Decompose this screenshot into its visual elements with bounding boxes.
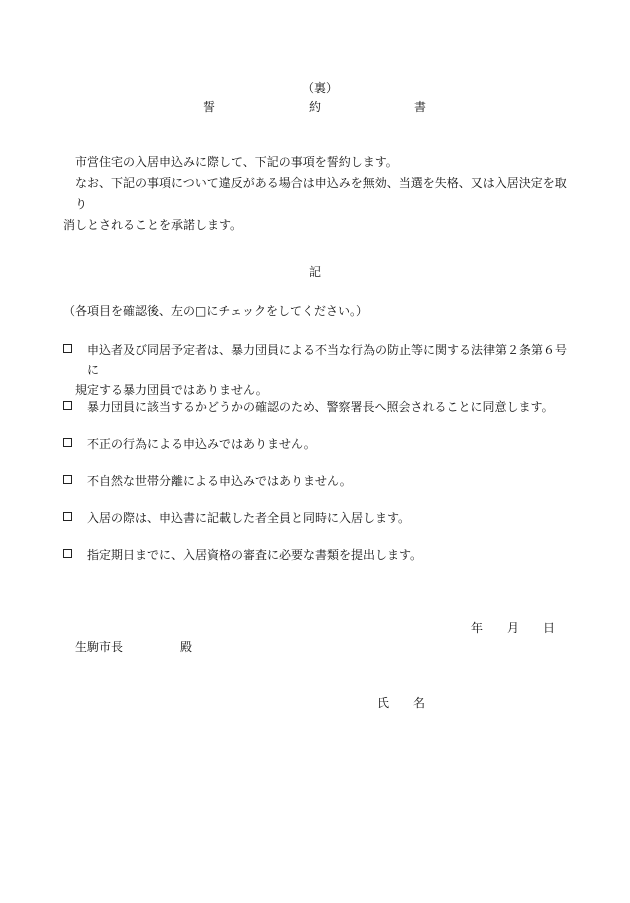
ki-heading: 記 <box>309 265 322 279</box>
checklist-item-2 <box>63 397 578 417</box>
item-1-line-1: 申込者及び同居予定者は、暴力団員による不当な行為の防止等に関する法律第２条第６号に <box>87 343 568 377</box>
checklist-item-4 <box>63 471 578 491</box>
checklist-item-5 <box>63 508 578 528</box>
item-3-text: 不正の行為による申込みではありません。 <box>87 437 316 451</box>
checklist-item-1 <box>63 340 578 400</box>
item-5-text: 入居の際は、申込書に記載した者全員と同時に入居します。 <box>87 511 411 525</box>
intro-line-3: 消しとされることを承諾します。 <box>63 218 243 232</box>
item-2-text: 暴力団員に該当するかどうかの確認のため、警察署長へ照会されることに同意します。 <box>87 400 554 414</box>
checkbox-2[interactable] <box>63 401 72 410</box>
title-char-3: 書 <box>414 100 427 114</box>
item-6-text: 指定期日までに、入居資格の審査に必要な書類を提出します。 <box>87 548 423 562</box>
checklist-item-6 <box>63 545 578 565</box>
instruction-text: （各項目を確認後、左の□にチェックをしてください。） <box>63 304 368 318</box>
intro-paragraph <box>63 152 573 236</box>
title-char-2: 約 <box>309 100 322 114</box>
checkbox-1[interactable] <box>63 344 72 353</box>
checkbox-6[interactable] <box>63 549 72 558</box>
checkbox-5[interactable] <box>63 512 72 521</box>
intro-line-1: 市営住宅の入居申込みに際して、下記の事項を誓約します。 <box>75 155 398 169</box>
date-day-label: 日 <box>543 621 556 635</box>
item-4-text: 不自然な世帯分離による申込みではありません。 <box>87 474 352 488</box>
intro-line-2: なお、下記の事項について違反がある場合は申込みを無効、当選を失格、又は入居決定を取り <box>75 176 567 211</box>
date-year-label: 年 <box>471 621 484 635</box>
addressee-name: 生駒市長 <box>75 640 124 654</box>
item-1-line-2: 規定する暴力団員ではありません。 <box>75 383 268 397</box>
back-side-label: （裏） <box>302 81 339 95</box>
addressee-honorific: 殿 <box>180 640 193 654</box>
date-month-label: 月 <box>507 621 520 635</box>
checkbox-4[interactable] <box>63 475 72 484</box>
checklist-item-3 <box>63 434 578 454</box>
signature-name-label: 氏 名 <box>377 696 426 710</box>
title-char-1: 誓 <box>203 100 216 114</box>
checkbox-3[interactable] <box>63 438 72 447</box>
